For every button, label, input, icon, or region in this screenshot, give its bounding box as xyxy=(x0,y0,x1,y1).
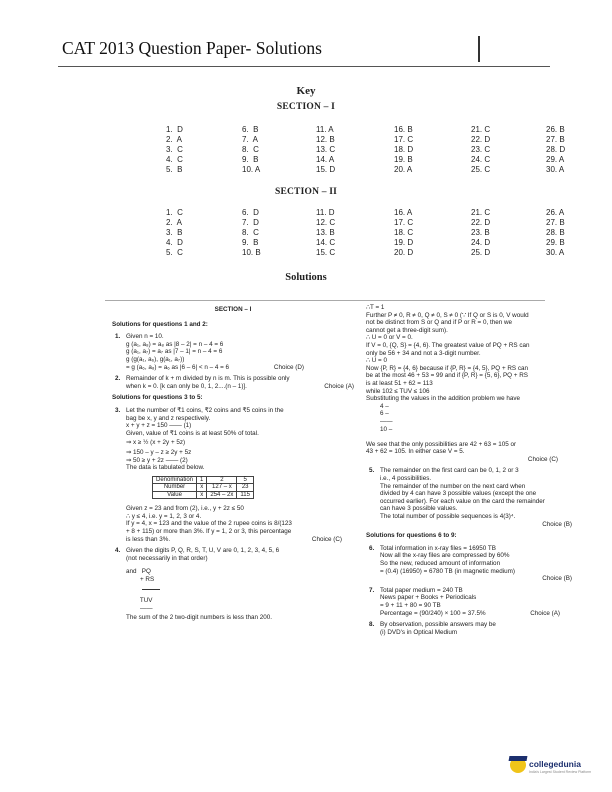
key-section1-column xyxy=(316,125,335,175)
answer-key-entry: 1. C xyxy=(166,208,183,217)
table-cell: 23 xyxy=(237,484,254,492)
question-number: 6. xyxy=(369,544,375,552)
q4-continuation xyxy=(366,304,574,456)
key-section2-column xyxy=(242,208,261,258)
solution-line: only be 56 + 34 and not a 3-digit number. xyxy=(366,349,481,357)
solution-line: Given, value of ₹1 coins is at least 50% of total. xyxy=(126,429,259,437)
question-number: 7. xyxy=(369,586,375,594)
solution-q7 xyxy=(366,587,574,617)
table-row xyxy=(153,476,254,484)
answer-key-entry: 16. A xyxy=(394,208,413,217)
answer-key-entry: 27. B xyxy=(546,135,565,144)
question-number: 1. xyxy=(115,333,121,341)
left-section-heading: SECTION – I xyxy=(214,306,252,313)
solution-line-with-choice xyxy=(126,364,354,372)
table-cell: Number xyxy=(153,484,197,492)
table-cell: x xyxy=(197,491,207,499)
answer-key-entry: 20. D xyxy=(394,248,414,257)
header-rule xyxy=(58,66,550,67)
table-cell: 254 – 2x xyxy=(207,491,237,499)
solution-line: We see that the only possibilities are 42 + 63 = 105 or xyxy=(366,440,517,448)
answer-key-entry: 16. B xyxy=(394,125,413,134)
choice-label: Choice (A) xyxy=(530,609,560,617)
answer-key-entry: 10. A xyxy=(242,165,261,174)
solution-line: ∴ y ≤ 4, i.e. y = 1, 2, 3 or 4. xyxy=(126,512,202,520)
solution-line: i.e., 4 possibilities. xyxy=(380,475,432,483)
key-section2-heading: SECTION – II xyxy=(274,187,338,197)
solution-q4 xyxy=(112,547,354,622)
solution-line: Given n = 10. xyxy=(126,333,164,341)
answer-key-entry: 29. B xyxy=(546,238,565,247)
answer-key-entry: 13. B xyxy=(316,228,335,237)
solution-line-with-choice xyxy=(380,610,574,618)
solution-line: The data is tabulated below. xyxy=(126,464,205,472)
solution-q1 xyxy=(112,333,354,371)
key-section2-column xyxy=(546,208,565,258)
answer-key-entry: 7. A xyxy=(242,135,259,144)
solutions-heading: Solutions xyxy=(285,272,327,283)
table-cell: x xyxy=(197,484,207,492)
choice-label: Choice (A) xyxy=(324,382,354,390)
solution-q3 xyxy=(112,407,354,543)
answer-key-entry: 14. A xyxy=(316,155,335,164)
question-number: 2. xyxy=(115,375,121,383)
answer-key-entry: 19. D xyxy=(394,238,414,247)
solution-line: The remainder on the first card can be 0, 1, 2 or 3 xyxy=(380,467,519,475)
solution-line: = (0.4) (16950) = 6780 TB (in magnetic medium) xyxy=(380,567,515,575)
table-cell: Denomination xyxy=(153,476,197,484)
answer-key-entry: 3. C xyxy=(166,145,183,154)
collegedunia-logo[interactable] xyxy=(506,755,592,779)
answer-key-entry: 9. B xyxy=(242,155,259,164)
solution-q8 xyxy=(366,621,574,636)
solution-line: Now {P, R} = {4, 6} because if {P, R} = {4, 5}, PQ + RS can xyxy=(366,364,529,372)
table-row xyxy=(153,491,254,499)
key-section1-column xyxy=(546,125,565,175)
choice-label: Choice (B) xyxy=(542,575,572,583)
answer-key-entry: 24. C xyxy=(471,155,491,164)
key-section1-column xyxy=(471,125,490,175)
table-cell: Value xyxy=(153,491,197,499)
solution-line: ∴T = 1 xyxy=(366,304,385,311)
solution-line: occurred earlier). For each value on the card the remainder xyxy=(380,497,545,505)
question-number: 3. xyxy=(115,406,121,414)
answer-key-entry: 27. B xyxy=(546,218,565,227)
solution-line: g (a₁, a₈) = a₈ as |8 – 2| = n – 4 = 6 xyxy=(126,340,224,348)
choice-label: Choice (B) xyxy=(542,520,572,528)
sum-line: —— xyxy=(126,604,153,612)
solution-line: If V = 0, {Q, S} = {4, 6}. The greatest value of PQ + RS can xyxy=(366,341,530,349)
solution-line: not be distinct from S or Q and if P or R = 0, then we xyxy=(366,319,513,327)
sum-line: + RS xyxy=(126,575,155,583)
answer-key-entry: 5. C xyxy=(166,248,183,257)
key-section1-column xyxy=(394,125,413,175)
question-number: 4. xyxy=(115,547,121,555)
solution-line: cannot get a three-digit sum). xyxy=(366,326,448,334)
denomination-table xyxy=(152,476,254,500)
answer-key-entry: 8. C xyxy=(242,145,259,154)
answer-key-entry: 26. B xyxy=(546,125,565,134)
answer-key-entry: 24. D xyxy=(471,238,491,247)
key-heading: Key xyxy=(296,85,316,97)
answer-key-entry: 11. A xyxy=(316,125,334,134)
solution-q5 xyxy=(366,467,574,528)
answer-key-entry: 21. C xyxy=(471,208,491,217)
solution-line: Percentage = (90/240) × 100 = 37.5% xyxy=(380,609,486,617)
answer-key-entry: 3. B xyxy=(166,228,183,237)
answer-key-entry: 14. C xyxy=(316,238,336,247)
page-title: CAT 2013 Question Paper- Solutions xyxy=(62,38,322,58)
solution-line: Total paper medium = 240 TB xyxy=(380,586,463,594)
answer-key-entry: 12. C xyxy=(316,218,336,227)
table-cell: 127 – x xyxy=(207,484,237,492)
answer-key-entry: 15. D xyxy=(316,165,336,174)
answer-key-entry: 4. C xyxy=(166,155,183,164)
solution-line: ⇒ x ≥ ½ (x + 2y + 5z) xyxy=(126,439,186,447)
solution-line: g (g(a₁, a₆), g(a₁, a₇)) xyxy=(126,355,185,363)
choice-label: Choice (C) xyxy=(311,535,342,543)
solution-line: Given z = 23 and from (2), i.e., y + 2z ≤ 50 xyxy=(126,505,244,513)
key-section1-column xyxy=(166,125,183,175)
choice-label: Choice (C) xyxy=(527,455,558,463)
answer-key-entry: 13. C xyxy=(316,145,336,154)
solution-line: ⇒ 50 ≥ y + 2z —— (2) xyxy=(126,456,188,464)
question-group-heading: Solutions for questions 6 to 9: xyxy=(366,532,457,540)
answer-key-entry: 5. B xyxy=(166,165,183,174)
solution-line: Substituting the values in the addition problem we have xyxy=(366,395,521,403)
answer-key-entry: 12. B xyxy=(316,135,335,144)
answer-key-entry: 15. C xyxy=(316,248,336,257)
table-cell: 2 xyxy=(207,476,237,484)
answer-key-entry: 21. C xyxy=(471,125,491,134)
answer-key-entry: 28. D xyxy=(546,145,566,154)
solution-line: ⇒ 150 – y – z ≥ 2y + 5z xyxy=(126,448,192,456)
key-section1-column xyxy=(242,125,260,175)
title-divider xyxy=(478,36,480,62)
solution-line: Remainder of k + m divided by n is m. This is possible only xyxy=(126,375,290,383)
answer-key-entry: 18. C xyxy=(394,228,414,237)
answer-key-entry: 2. A xyxy=(166,218,183,227)
answer-key-entry: 22. D xyxy=(471,218,491,227)
solution-line: x + y + z = 150 —— (1) xyxy=(126,422,192,430)
solution-line: 6 – xyxy=(366,410,389,418)
solution-line: ∴ U = 0 or V = 0. xyxy=(366,334,413,342)
solution-line: —— xyxy=(366,417,393,425)
solutions-left-column xyxy=(112,306,354,626)
solution-line: = 9 + 11 + 80 = 90 TB xyxy=(380,601,441,609)
solution-line: bag be x, y and z respectively. xyxy=(126,414,211,422)
solution-line: Total information in x-ray files = 16950 TB xyxy=(380,544,496,552)
solution-line: can have 3 possible values. xyxy=(380,505,458,513)
table-row xyxy=(153,484,254,492)
table-cell: 115 xyxy=(237,491,254,499)
sum-line: and PQ xyxy=(126,568,151,576)
answer-key-entry: 4. D xyxy=(166,238,183,247)
solution-line: be at the most 46 + 53 = 99 and if {P, R} = {5, 6}, PQ + RS xyxy=(366,372,528,380)
question-group-heading: Solutions for questions 3 to 5: xyxy=(112,394,203,402)
solution-line: divided by 4 can have 3 possible values (except the one xyxy=(380,490,537,498)
answer-key-entry: 23. B xyxy=(471,228,490,237)
answer-key-entry: 17. C xyxy=(394,218,414,227)
answer-key-entry: 9. B xyxy=(242,238,259,247)
solution-line: 4 – xyxy=(366,402,389,410)
solution-line: = g (a₆, a₈) = a₆ as |6 – 6| < n – 4 = 6 xyxy=(126,363,230,371)
solution-line: So the new, reduced amount of information xyxy=(380,560,501,567)
solution-line: By observation, possible answers may be xyxy=(380,621,496,629)
solution-line: g (a₁, a₇) = a₇ as |7 – 1| = n – 4 = 6 xyxy=(126,348,223,356)
logo-tagline: India's Largest Student Review Platform xyxy=(529,770,592,774)
sum-rule xyxy=(126,587,354,595)
answer-key-entry: 30. A xyxy=(546,248,565,257)
solution-line: Given the digits P, Q, R, S, T, U, V are 0, 1, 2, 3, 4, 5, 6 xyxy=(126,547,280,555)
solution-line: is less than 3%. xyxy=(126,535,171,543)
solution-line: 10 – xyxy=(366,425,393,433)
section-divider xyxy=(105,300,545,301)
answer-key-entry: 20. A xyxy=(394,165,413,174)
answer-key-entry: 25. C xyxy=(471,165,491,174)
solution-line: (i) DVD's in Optical Medium xyxy=(380,628,458,636)
answer-key-entry: 7. D xyxy=(242,218,259,227)
key-section2-column xyxy=(316,208,335,258)
solution-line: ∴ U = 0 xyxy=(366,357,387,365)
question-number: 8. xyxy=(369,621,375,629)
solution-line: is at least 51 + 62 = 113 xyxy=(366,379,433,387)
solution-line: + 8 + 115) or more than 3%. If y = 1, 2 or 3, this percentage xyxy=(126,527,292,535)
answer-key-entry: 25. D xyxy=(471,248,491,257)
logo-wordmark: collegedunia xyxy=(529,759,581,769)
key-section2-column xyxy=(471,208,490,258)
question-group-heading: Solutions for questions 1 and 2: xyxy=(112,320,208,328)
answer-key-entry: 10. B xyxy=(242,248,261,257)
choice-label: Choice (D) xyxy=(273,363,304,371)
solution-line: while 102 ≤ TUV ≤ 106 xyxy=(366,387,430,395)
solution-line: Let the number of ₹1 coins, ₹2 coins and ₹5 coins in the xyxy=(126,406,284,414)
solutions-right-column xyxy=(366,304,574,640)
sum-line: TUV xyxy=(126,597,153,605)
answer-key-entry: 30. A xyxy=(546,165,565,174)
answer-key-entry: 29. A xyxy=(546,155,565,164)
solution-line: The total number of possible sequences is 4(3)⁴. xyxy=(380,513,516,521)
answer-key-entry: 6. D xyxy=(242,208,259,217)
answer-key-entry: 1. D xyxy=(166,125,183,134)
solution-q2 xyxy=(112,375,354,390)
answer-key-entry: 17. C xyxy=(394,135,414,144)
solution-line-with-choice xyxy=(126,383,354,391)
solution-line: Further P ≠ 0, R ≠ 0, Q ≠ 0, S ≠ 0 (∵ If Q or S is 0, V would xyxy=(366,311,529,319)
answer-key-entry: 26. A xyxy=(546,208,565,217)
key-section1-heading: SECTION – I xyxy=(276,102,336,112)
solution-line: The remainder of the number on the next card when xyxy=(380,482,526,490)
table-cell: 5 xyxy=(237,476,254,484)
answer-key-entry: 8. C xyxy=(242,228,259,237)
answer-key-entry: 28. B xyxy=(546,228,565,237)
answer-key-entry: 18. D xyxy=(394,145,414,154)
question-number: 5. xyxy=(369,467,375,475)
solution-line: Now all the x-ray files are compressed by 60% xyxy=(380,552,510,560)
solution-line: If y = 4, x = 123 and the value of the 2 rupee coins is 8/(123 xyxy=(126,520,292,528)
key-section2-column xyxy=(166,208,183,258)
table-cell: 1 xyxy=(197,476,207,484)
solution-line: when k = 0. [k can only be 0, 1, 2....(n – 1)]. xyxy=(126,382,247,390)
solution-line: News paper + Books + Periodicals xyxy=(380,594,477,602)
solution-line: The sum of the 2 two-digit numbers is less than 200. xyxy=(126,614,272,622)
answer-key-entry: 19. B xyxy=(394,155,413,164)
solution-line: 43 + 62 = 105. In either case V = 5. xyxy=(366,448,465,456)
answer-key-entry: 22. D xyxy=(471,135,491,144)
solution-line xyxy=(366,433,574,441)
answer-key-entry: 11. D xyxy=(316,208,335,217)
answer-key-entry: 2. A xyxy=(166,135,183,144)
answer-key-entry: 23. C xyxy=(471,145,491,154)
key-section2-column xyxy=(394,208,413,258)
solution-line: (not necessarily in that order) xyxy=(126,554,208,562)
solution-q6 xyxy=(366,545,574,583)
solution-line-with-choice xyxy=(126,536,354,544)
answer-key-entry: 6. B xyxy=(242,125,259,134)
graduation-cap-icon xyxy=(509,756,528,761)
